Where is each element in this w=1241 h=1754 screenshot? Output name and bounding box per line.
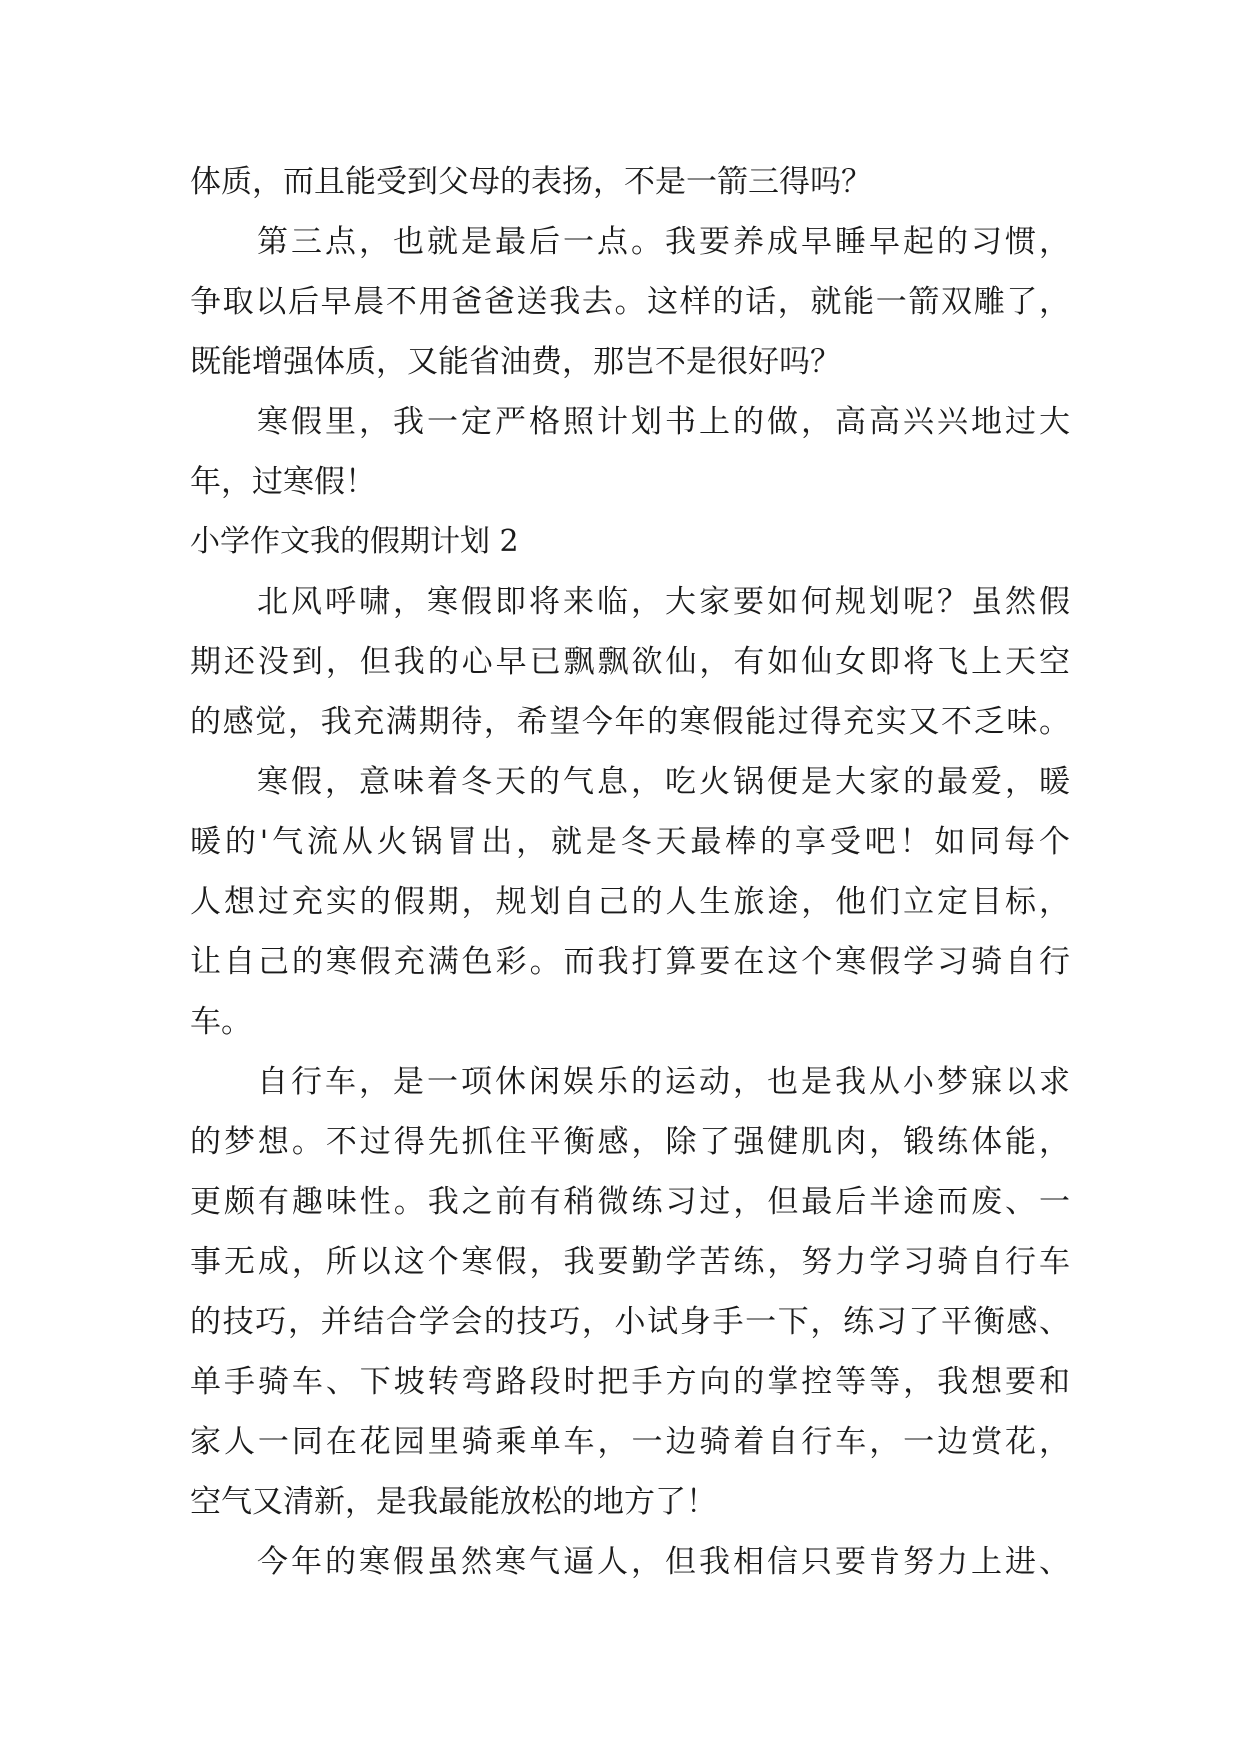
paragraph-line: 北风呼啸，寒假即将来临，大家要如何规划呢？虽然假: [257, 584, 1070, 620]
text-line: 事无成，所以这个寒假，我要勤学苦练，努力学习骑自行车: [190, 1244, 1070, 1280]
text-line: 的感觉，我充满期待，希望今年的寒假能过得充实又不乏味。: [190, 704, 1070, 740]
paragraph-line: 自行车，是一项休闲娱乐的运动，也是我从小梦寐以求: [257, 1064, 1070, 1100]
text-line: 车。: [190, 1004, 252, 1040]
text-line: 让自己的寒假充满色彩。而我打算要在这个寒假学习骑自行: [190, 944, 1070, 980]
text-line: 家人一同在花园里骑乘单车，一边骑着自行车，一边赏花，: [190, 1424, 1070, 1460]
text-line: 单手骑车、下坡转弯路段时把手方向的掌控等等，我想要和: [190, 1364, 1070, 1400]
text-line: 的梦想。不过得先抓住平衡感，除了强健肌肉，锻练体能，: [190, 1124, 1070, 1160]
text-line: 期还没到，但我的心早已飘飘欲仙，有如仙女即将飞上天空: [190, 644, 1070, 680]
text-line: 既能增强体质，又能省油费，那岂不是很好吗？: [190, 344, 841, 380]
paragraph-line: 今年的寒假虽然寒气逼人，但我相信只要肯努力上进、: [257, 1544, 1070, 1580]
text-line: 争取以后早晨不用爸爸送我去。这样的话，就能一箭双雕了，: [190, 284, 1070, 320]
text-line: 体质，而且能受到父母的表扬，不是一箭三得吗？: [190, 164, 872, 200]
paragraph-line: 寒假，意味着冬天的气息，吃火锅便是大家的最爱，暖: [257, 764, 1070, 800]
text-line: 暖的'气流从火锅冒出，就是冬天最棒的享受吧！如同每个: [190, 824, 1070, 860]
text-line: 人想过充实的假期，规划自己的人生旅途，他们立定目标，: [190, 884, 1070, 920]
text-line: 空气又清新，是我最能放松的地方了！: [190, 1484, 717, 1520]
text-line: 的技巧，并结合学会的技巧，小试身手一下，练习了平衡感、: [190, 1304, 1070, 1340]
paragraph-line: 寒假里，我一定严格照计划书上的做，高高兴兴地过大: [257, 404, 1070, 440]
text-line: 年，过寒假！: [190, 464, 376, 500]
text-line: 更颇有趣味性。我之前有稍微练习过，但最后半途而废、一: [190, 1184, 1070, 1220]
section-heading: 小学作文我的假期计划 2: [190, 524, 519, 559]
paragraph-line: 第三点，也就是最后一点。我要养成早睡早起的习惯，: [257, 224, 1070, 260]
